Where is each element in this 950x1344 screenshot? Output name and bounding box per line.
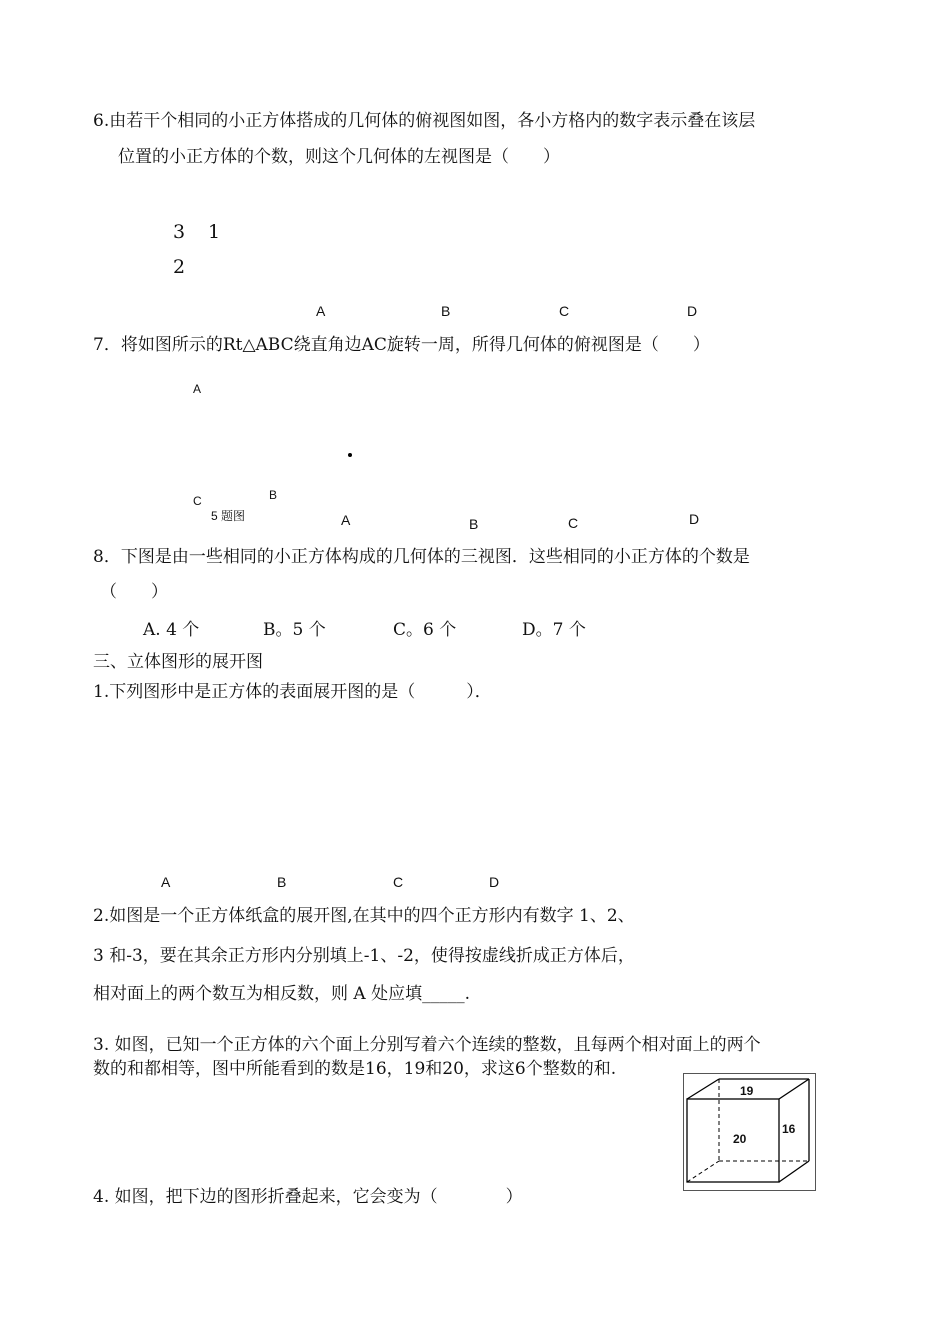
s1-option-label: C [393, 874, 404, 890]
s2-text-line1: 2.如图是一个正方体纸盒的展开图,在其中的四个正方形内有数字 1、2、 [93, 906, 635, 926]
q6-grid-cell: 1 [208, 221, 221, 243]
s1-option-label: B [277, 874, 287, 890]
s1-option-label: D [489, 874, 500, 890]
q7-fig-vertex-c: C [193, 494, 202, 508]
q8-choice: D。7 个 [522, 620, 586, 640]
q7-center-dot [345, 450, 355, 460]
q8-choice: B。5 个 [263, 620, 326, 640]
q8-text-line1: 8．下图是由一些相同的小正方体构成的几何体的三视图．这些相同的小正方体的个数是 [93, 547, 750, 567]
section-title: 三、立体图形的展开图 [93, 652, 263, 672]
s3-text-line2: 数的和都相等，图中所能看到的数是16，19和20，求这6个整数的和. [93, 1059, 617, 1079]
q6-option-label: D [687, 303, 698, 319]
q7-fig-vertex-b: B [269, 488, 278, 502]
s4-text: 4. 如图，把下边的图形折叠起来，它会变为（ ） [93, 1187, 523, 1207]
q7-fig-caption: 5 题图 [211, 509, 246, 523]
q8-choice: C。6 个 [393, 620, 457, 640]
s3-cube-front-number: 20 [733, 1132, 747, 1146]
q7-option-label: B [469, 516, 479, 532]
q8-choice: A. 4 个 [143, 620, 200, 640]
s3-cube-right-number: 16 [782, 1122, 796, 1136]
q6-text-line2: 位置的小正方体的个数，则这个几何体的左视图是（ ） [118, 147, 560, 167]
q6-option-label: A [316, 303, 326, 319]
s2-text-line2: 3 和-3，要在其余正方形内分别填上-1、-2，使得按虚线折成正方体后， [93, 946, 635, 966]
q8-text-line2: （ ） [100, 582, 168, 602]
q6-grid-cell: 2 [173, 256, 186, 278]
s2-text-line3: 相对面上的两个数互为相反数，则 A 处应填_____. [93, 984, 470, 1004]
q6-option-label: B [441, 303, 451, 319]
q7-option-label: D [689, 511, 700, 527]
s1-text: 1.下列图形中是正方体的表面展开图的是（ ）． [93, 682, 492, 702]
q6-option-label: C [559, 303, 570, 319]
q7-text: 7．将如图所示的Rt△ABC绕直角边AC旋转一周，所得几何体的俯视图是（ ） [93, 335, 710, 355]
s1-option-label: A [161, 874, 171, 890]
s3-cube-top-number: 19 [740, 1084, 754, 1098]
q7-fig-vertex-a: A [193, 382, 202, 396]
q6-grid-cell: 3 [173, 221, 186, 243]
q7-option-label: C [568, 515, 579, 531]
q7-option-label: A [341, 512, 351, 528]
s3-text-line1: 3. 如图，已知一个正方体的六个面上分别写着六个连续的整数，且每两个相对面上的两个 [93, 1035, 761, 1055]
q6-text-line1: 6.由若干个相同的小正方体搭成的几何体的俯视图如图，各小方格内的数字表示叠在该层 [93, 111, 756, 131]
